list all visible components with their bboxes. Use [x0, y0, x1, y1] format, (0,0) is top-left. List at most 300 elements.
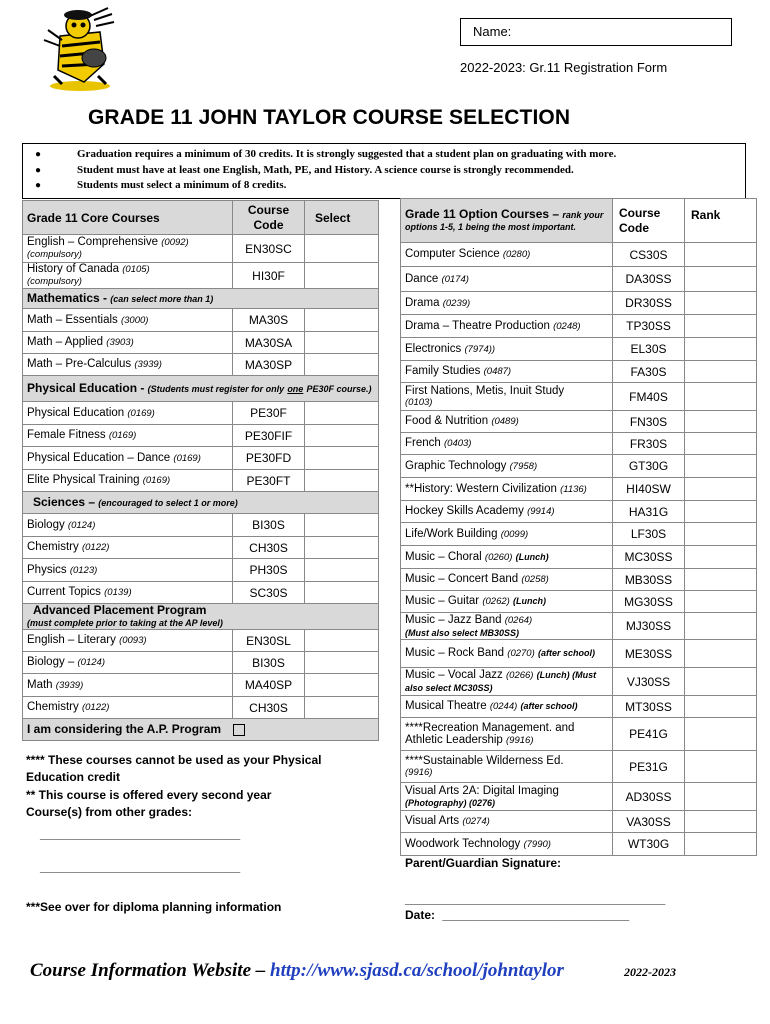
cell-text: (7958): [509, 460, 538, 472]
cell-text: Drama – Theatre Production: [405, 319, 550, 332]
cell-text: Biology –: [27, 656, 75, 668]
cell-text: (0169): [108, 430, 137, 441]
course-name-cell: [401, 199, 613, 243]
course-name-cell: [23, 309, 233, 332]
course-code: MB30SS: [613, 569, 685, 591]
rank-cell[interactable]: [685, 411, 757, 433]
course-name-cell: [23, 289, 379, 309]
cell-text: Woodwork Technology: [405, 837, 521, 850]
requirement-item: ● Student must have at least one English, Math, PE, and History. A science course is strongly recommended.: [35, 163, 574, 176]
cell-text: one: [287, 384, 304, 394]
core-col-code: Course Code: [233, 201, 305, 235]
parent-signature-line[interactable]: _______________________________________: [405, 892, 666, 906]
course-code: FM40S: [613, 383, 685, 411]
cell-text: Elite Physical Training: [27, 474, 140, 486]
cell-text: Chemistry: [27, 701, 79, 713]
cell-text: (0262): [482, 596, 510, 607]
course-code: PE30FT: [233, 470, 305, 492]
cell-text: Physical Education -: [27, 381, 145, 395]
course-name-cell: [23, 447, 233, 470]
course-name-cell: [401, 478, 613, 501]
course-name-cell: [401, 523, 613, 546]
table-row: [401, 411, 757, 433]
course-name-cell: [23, 630, 233, 652]
cell-text: (0266): [506, 670, 534, 681]
course-name-cell: [401, 569, 613, 591]
table-row: [401, 696, 757, 718]
table-row: [23, 354, 379, 376]
course-name-cell: [23, 235, 233, 263]
cell-text: Sciences –: [33, 495, 96, 509]
course-name-cell: [401, 591, 613, 613]
select-cell[interactable]: [305, 309, 379, 332]
course-name-cell: [401, 243, 613, 267]
cell-text: Grade 11 Option Courses –: [405, 206, 560, 221]
ap-consider-row: [23, 719, 379, 741]
rank-cell[interactable]: [685, 751, 757, 783]
course-name-cell: [23, 263, 233, 289]
course-name-cell: [23, 425, 233, 447]
cell-text: (7974)): [464, 343, 496, 355]
table-row: [23, 235, 379, 263]
course-code: MA30SA: [233, 332, 305, 354]
course-name-cell: [401, 292, 613, 315]
select-cell[interactable]: [305, 447, 379, 470]
course-code: DR30SS: [613, 292, 685, 315]
other-grades-line-1[interactable]: ______________________________: [40, 827, 241, 841]
rank-cell[interactable]: [685, 338, 757, 361]
course-code: SC30S: [233, 582, 305, 604]
course-code: CS30S: [613, 243, 685, 267]
table-row: [401, 478, 757, 501]
course-code: MT30SS: [613, 696, 685, 718]
cell-text: Mathematics -: [27, 291, 108, 305]
date-label: Date:: [405, 908, 436, 922]
math-section-header: [23, 289, 379, 309]
cell-text: (0093): [119, 635, 147, 646]
cell-text: (0124): [77, 657, 105, 668]
cell-text: Visual Arts 2A: Digital Imaging: [405, 784, 559, 797]
footer-website: [30, 960, 564, 982]
rank-cell[interactable]: [685, 640, 757, 668]
cell-text: English – Literary: [27, 634, 116, 646]
cell-text: Life/Work Building: [405, 527, 498, 540]
rank-cell[interactable]: [685, 267, 757, 292]
sciences-section-header: [23, 492, 379, 514]
cell-text: Drama: [405, 296, 440, 309]
course-code: VJ30SS: [613, 668, 685, 696]
table-row: [23, 652, 379, 674]
cell-text: (0099): [500, 528, 529, 540]
cell-text: French: [405, 437, 441, 449]
course-name-cell: [23, 674, 233, 697]
course-code: MC30SS: [613, 546, 685, 569]
cell-text: (0274): [462, 816, 490, 827]
pe-section-header: [23, 376, 379, 402]
cell-text: (0260): [484, 551, 513, 563]
cell-text: Music – Choral: [405, 550, 482, 563]
ap-section-header: [23, 604, 379, 630]
other-grades-line-2[interactable]: ______________________________: [40, 859, 241, 874]
course-name-cell: [23, 514, 233, 537]
rank-cell[interactable]: [685, 501, 757, 523]
course-name-cell: [23, 402, 233, 425]
cell-text: Computer Science: [405, 248, 500, 260]
cell-text: Physics: [27, 563, 67, 576]
cell-text: (Lunch): [513, 596, 547, 606]
table-row: [401, 783, 757, 811]
course-name-cell: [23, 376, 379, 402]
course-code: Course Code: [613, 199, 685, 243]
select-cell[interactable]: [305, 652, 379, 674]
core-col-select: Select: [305, 201, 379, 235]
select-cell[interactable]: [305, 514, 379, 537]
course-code: HI40SW: [613, 478, 685, 501]
course-code: PH30S: [233, 559, 305, 582]
cell-text: (0248): [553, 320, 581, 332]
select-cell[interactable]: [305, 537, 379, 559]
table-row: [401, 718, 757, 751]
rank-cell[interactable]: [685, 696, 757, 718]
cell-text: Math – Pre-Calculus: [27, 358, 132, 370]
course-code: DA30SS: [613, 267, 685, 292]
cell-text: PE30F course.): [306, 384, 372, 394]
course-code: GT30G: [613, 455, 685, 478]
cell-text: (0124): [67, 519, 96, 531]
course-code: PE30FIF: [233, 425, 305, 447]
cell-text: Hockey Skills Academy: [405, 505, 524, 517]
rank-cell[interactable]: [685, 361, 757, 383]
course-name-cell: [401, 668, 613, 696]
course-name-cell: [401, 338, 613, 361]
cell-text: Musical Theatre: [405, 700, 487, 712]
cell-text: (3000): [120, 314, 149, 326]
table-row: [23, 630, 379, 652]
table-row: [23, 309, 379, 332]
course-code: WT30G: [613, 833, 685, 856]
rank-cell[interactable]: [685, 668, 757, 696]
course-name-cell: [23, 719, 379, 741]
select-cell[interactable]: [305, 582, 379, 604]
course-code: MA40SP: [233, 674, 305, 697]
cell-text: (0258): [521, 574, 549, 585]
course-name-cell: [401, 613, 613, 640]
table-row: [401, 361, 757, 383]
select-cell[interactable]: [305, 697, 379, 719]
footer-url-link[interactable]: http://www.sjasd.ca/school/johntaylor: [270, 960, 564, 981]
option-table-header: [401, 199, 757, 243]
table-row: [401, 338, 757, 361]
cell-text: (encouraged to select 1 or more): [98, 498, 238, 508]
course-name-cell: [23, 354, 233, 376]
cell-text: (3939): [55, 679, 84, 691]
cell-text: (0122): [81, 702, 110, 713]
cell-text: (9916): [506, 734, 534, 746]
cell-text: (0123): [69, 564, 98, 576]
rank-cell[interactable]: [685, 478, 757, 501]
form-title: 2022-2023: Gr.11 Registration Form: [460, 60, 668, 75]
cell-text: Physical Education – Dance: [27, 451, 171, 464]
rank-cell[interactable]: [685, 811, 757, 833]
cell-text: (0103): [405, 396, 433, 408]
cell-text: (0139): [104, 587, 132, 598]
rank-cell[interactable]: [685, 833, 757, 856]
rank-cell[interactable]: [685, 546, 757, 569]
cell-text: (9916): [405, 766, 433, 778]
select-cell[interactable]: [305, 263, 379, 289]
cell-text: **History: Western Civilization: [405, 482, 557, 495]
course-name-cell: [401, 833, 613, 856]
course-code: EL30S: [613, 338, 685, 361]
course-code: EN30SC: [233, 235, 305, 263]
table-row: [401, 292, 757, 315]
table-row: [23, 425, 379, 447]
rank-cell[interactable]: [685, 718, 757, 751]
course-code: EN30SL: [233, 630, 305, 652]
cell-text: Current Topics: [27, 586, 101, 598]
table-row: [23, 447, 379, 470]
footer-year: 2022-2023: [624, 965, 676, 979]
course-code: FR30S: [613, 433, 685, 455]
select-cell[interactable]: [305, 559, 379, 582]
cell-text: (7990): [523, 838, 551, 850]
select-cell[interactable]: [305, 235, 379, 263]
course-code: FN30S: [613, 411, 685, 433]
table-row: [401, 613, 757, 640]
cell-text: (0174): [441, 273, 469, 285]
core-col-course: Grade 11 Core Courses: [23, 201, 233, 235]
cell-text: (0403): [444, 438, 472, 449]
table-row: [401, 811, 757, 833]
course-code: BI30S: [233, 652, 305, 674]
cell-text: (0239): [442, 297, 471, 309]
rank-cell[interactable]: [685, 569, 757, 591]
course-code: MA30SP: [233, 354, 305, 376]
course-name-cell: [23, 652, 233, 674]
course-code: PE30F: [233, 402, 305, 425]
course-name-cell: [401, 455, 613, 478]
rank-cell[interactable]: [685, 455, 757, 478]
course-code: LF30S: [613, 523, 685, 546]
cell-text: Dance: [405, 272, 439, 285]
table-row: [401, 315, 757, 338]
cell-text: Family Studies: [405, 365, 481, 377]
parent-signature-label: Parent/Guardian Signature:: [405, 856, 562, 870]
course-name-cell: [401, 546, 613, 569]
course-name-cell: [401, 361, 613, 383]
cell-text: (compulsory): [27, 249, 82, 260]
cell-text: Math – Applied: [27, 336, 104, 348]
cell-text: (0489): [491, 416, 519, 427]
table-row: [23, 559, 379, 582]
cell-text: Math – Essentials: [27, 313, 118, 326]
table-row: [401, 751, 757, 783]
select-cell[interactable]: [305, 402, 379, 425]
course-code: BI30S: [233, 514, 305, 537]
select-cell[interactable]: [305, 470, 379, 492]
select-cell[interactable]: [305, 630, 379, 652]
note-diploma-planning: ***See over for diploma planning information: [26, 900, 282, 914]
cell-text: (0169): [127, 407, 155, 419]
course-name-cell: [401, 640, 613, 668]
course-code: VA30SS: [613, 811, 685, 833]
course-code: PE41G: [613, 718, 685, 751]
course-name-cell: [401, 411, 613, 433]
ap-consider-checkbox[interactable]: [233, 724, 245, 736]
table-row: [401, 523, 757, 546]
cell-text: (Photography) (0276): [405, 797, 496, 808]
school-mascot-logo: [40, 6, 120, 92]
cell-text: (1136): [560, 483, 587, 495]
cell-text: (Lunch) (Must also select MC30SS): [405, 670, 597, 693]
cell-text: (Students must register for only: [147, 384, 285, 394]
date-line[interactable]: ____________________________: [442, 908, 630, 922]
cell-text: (can select more than 1): [110, 294, 214, 304]
rank-cell[interactable]: [685, 783, 757, 811]
table-row: [401, 546, 757, 569]
cell-text: Advanced Placement Program: [33, 603, 207, 617]
course-code: PE31G: [613, 751, 685, 783]
course-name-cell: [23, 332, 233, 354]
course-name-cell: [23, 537, 233, 559]
cell-text: (0169): [142, 475, 171, 486]
table-row: [23, 332, 379, 354]
course-name-cell: [401, 811, 613, 833]
cell-text: History of Canada: [27, 263, 120, 275]
table-row: [401, 455, 757, 478]
cell-text: Music – Guitar: [405, 595, 480, 607]
table-row: [23, 697, 379, 719]
cell-text: Graphic Technology: [405, 459, 507, 472]
cell-text: Food & Nutrition: [405, 415, 489, 427]
course-code: CH30S: [233, 697, 305, 719]
course-name-cell: [23, 492, 379, 514]
table-row: [23, 674, 379, 697]
course-code: ME30SS: [613, 640, 685, 668]
cell-text: Electronics: [405, 342, 462, 355]
course-code: MJ30SS: [613, 613, 685, 640]
cell-text: (Lunch): [515, 551, 549, 562]
select-cell[interactable]: [305, 332, 379, 354]
cell-text: Visual Arts: [405, 815, 460, 827]
note-every-second-year: ** This course is offered every second year: [26, 788, 272, 802]
table-row: [401, 668, 757, 696]
course-code: AD30SS: [613, 783, 685, 811]
table-row: [401, 833, 757, 856]
course-name-cell: [23, 604, 379, 630]
cell-text: (3939): [134, 359, 162, 370]
course-name-cell: [23, 582, 233, 604]
cell-text: (0270): [507, 648, 535, 659]
course-code: MA30S: [233, 309, 305, 332]
cell-text: Math: [27, 678, 53, 691]
cell-text: (0169): [173, 452, 201, 464]
rank-cell[interactable]: [685, 433, 757, 455]
table-row: [401, 501, 757, 523]
table-row: [23, 470, 379, 492]
course-name-cell: [401, 696, 613, 718]
cell-text: (0244): [489, 701, 518, 712]
course-name-cell: [401, 751, 613, 783]
table-row: [401, 569, 757, 591]
cell-text: (0280): [502, 249, 531, 260]
option-courses-table: [400, 198, 757, 856]
table-row: [401, 383, 757, 411]
cell-text: ****Sustainable Wilderness Ed.: [405, 754, 564, 767]
name-field[interactable]: [460, 18, 732, 46]
table-row: [401, 267, 757, 292]
name-label: Name:: [473, 24, 512, 39]
requirements-box: [22, 143, 746, 199]
rank-cell[interactable]: [685, 523, 757, 546]
cell-text: (9914): [527, 506, 555, 517]
cell-text: (must complete prior to taking at the AP level): [27, 618, 223, 628]
cell-text: Music – Concert Band: [405, 573, 519, 585]
course-name-cell: [401, 501, 613, 523]
select-cell[interactable]: [305, 674, 379, 697]
course-name-cell: [401, 383, 613, 411]
course-code: FA30S: [613, 361, 685, 383]
cell-text: Physical Education: [27, 406, 125, 419]
table-row: [401, 591, 757, 613]
course-code: TP30SS: [613, 315, 685, 338]
cell-text: rank your options 1-5, 1 being the most important.: [405, 209, 604, 232]
cell-text: (3903): [106, 337, 134, 348]
course-name-cell: [23, 470, 233, 492]
course-code: HI30F: [233, 263, 305, 289]
cell-text: (0487): [483, 366, 512, 377]
cell-text: (0092): [161, 237, 189, 248]
course-name-cell: [401, 783, 613, 811]
footer-prefix: Course Information Website –: [30, 960, 266, 981]
cell-text: Biology: [27, 518, 65, 531]
cell-text: Music – Jazz Band: [405, 613, 502, 626]
cell-text: Music – Rock Band: [405, 647, 505, 659]
date-row: [405, 908, 629, 922]
cell-text: Chemistry: [27, 541, 79, 553]
note-physical-ed: **** These courses cannot be used as your Physical Education credit: [26, 753, 322, 784]
rank-cell[interactable]: [685, 243, 757, 267]
rank-cell[interactable]: [685, 292, 757, 315]
select-cell[interactable]: [305, 425, 379, 447]
note-other-grades: Course(s) from other grades:: [26, 804, 193, 819]
course-code: HA31G: [613, 501, 685, 523]
rank-cell[interactable]: [685, 613, 757, 640]
core-courses-table: [22, 200, 379, 741]
course-name-cell: [401, 315, 613, 338]
rank-cell[interactable]: [685, 383, 757, 411]
course-name-cell: Rank: [685, 199, 757, 243]
course-code: CH30S: [233, 537, 305, 559]
rank-cell[interactable]: [685, 315, 757, 338]
course-name-cell: [401, 267, 613, 292]
table-row: [401, 243, 757, 267]
cell-text: Female Fitness: [27, 429, 106, 441]
page-title: GRADE 11 JOHN TAYLOR COURSE SELECTION: [88, 106, 571, 129]
course-name-cell: [401, 718, 613, 751]
rank-cell[interactable]: [685, 591, 757, 613]
table-row: [401, 640, 757, 668]
cell-text: (after school): [520, 701, 578, 711]
cell-text: (Must also select MB30SS): [405, 627, 520, 638]
table-row: [23, 263, 379, 289]
course-code: PE30FD: [233, 447, 305, 470]
select-cell[interactable]: [305, 354, 379, 376]
course-name-cell: [401, 433, 613, 455]
cell-text: English – Comprehensive: [27, 236, 159, 248]
table-row: [401, 433, 757, 455]
core-table-header: [23, 201, 379, 235]
